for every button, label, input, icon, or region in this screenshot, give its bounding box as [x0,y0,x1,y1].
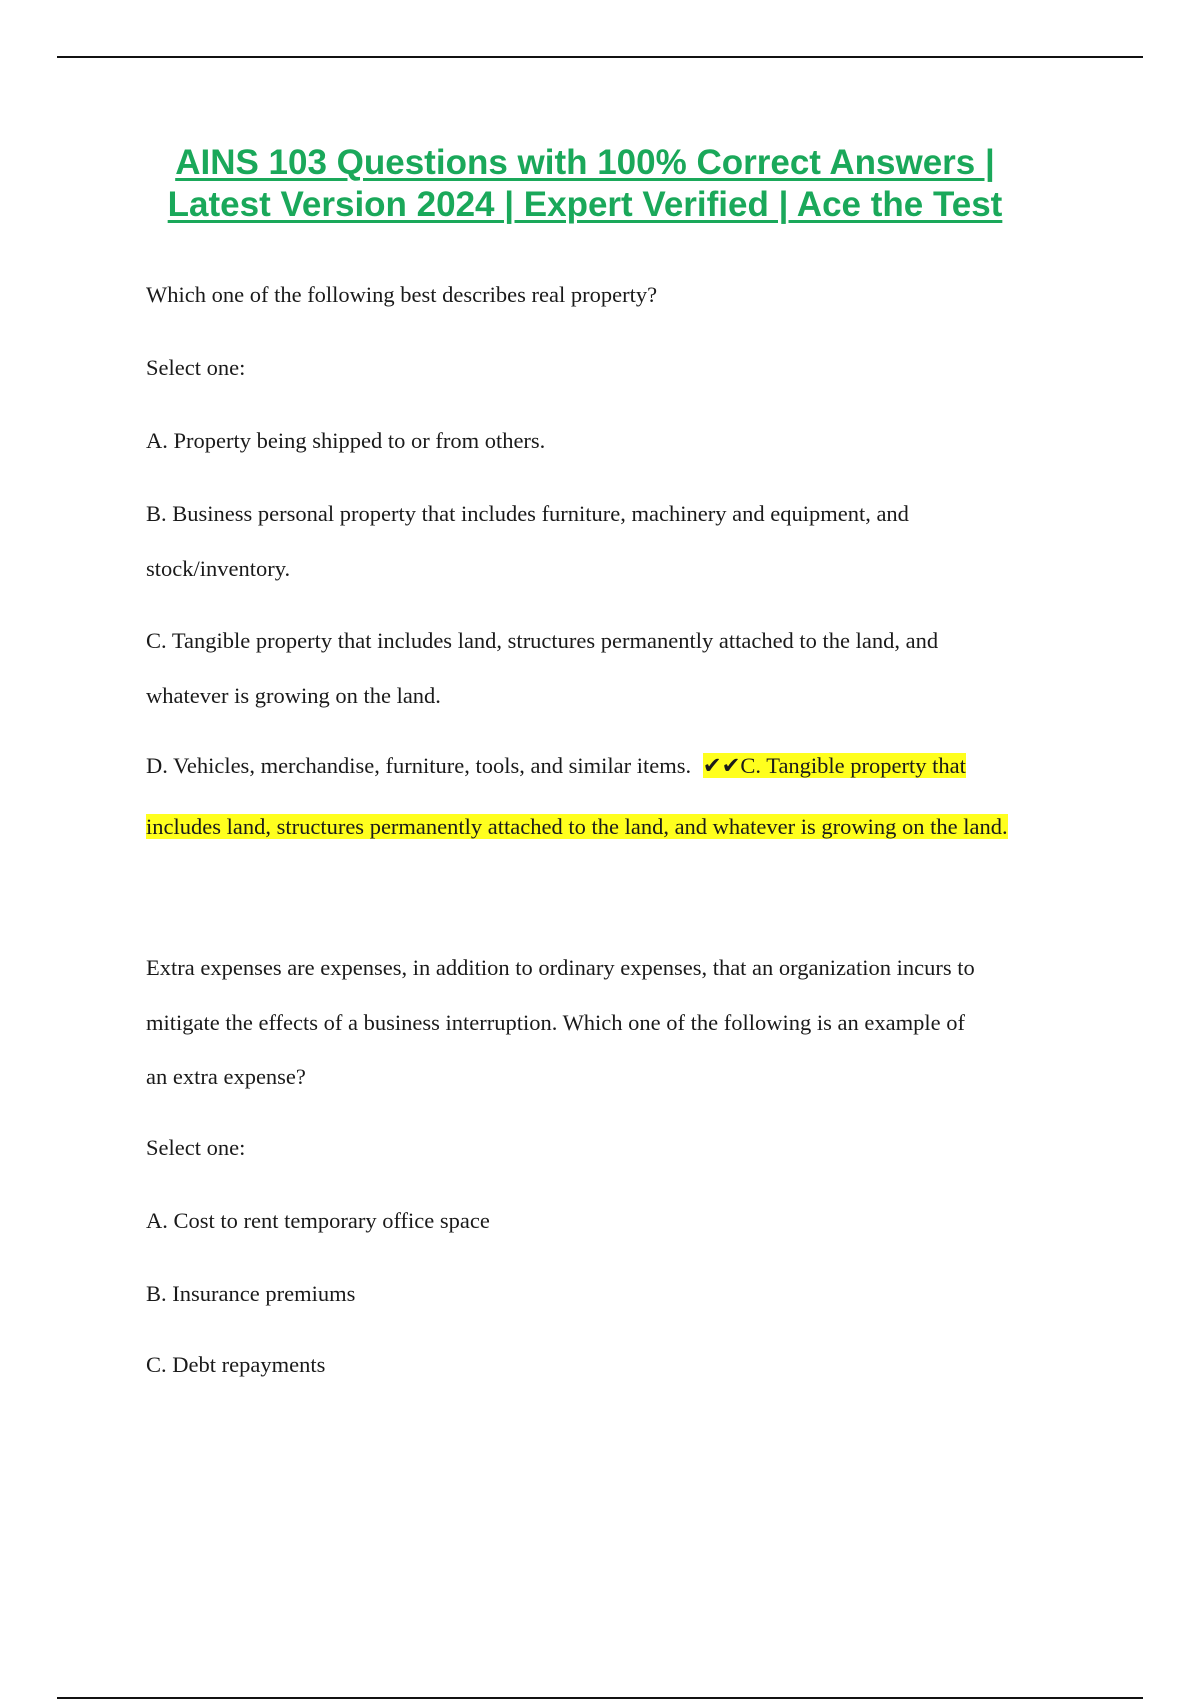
question-1-prompt: Which one of the following best describes real property? [146,282,658,307]
question-1-option-b-line-1: B. Business personal property that includes furniture, machinery and equipment, and [146,501,909,526]
question-1-option-d-row [146,751,966,781]
question-2-option-a: A. Cost to rent temporary office space [146,1208,490,1233]
question-1-option-a: A. Property being shipped to or from others. [146,428,546,453]
question-1-option-d: D. Vehicles, merchandise, furniture, tools, and similar items. [146,753,692,778]
bottom-rule [57,1697,1143,1699]
question-1-answer-line-2: includes land, structures permanently attached to the land, and whatever is growing on the land. [146,814,1008,839]
question-1-select-label: Select one: [146,355,246,380]
question-2-prompt-line-1: Extra expenses are expenses, in addition to ordinary expenses, that an organization incurs to [146,955,975,980]
question-2-option-b: B. Insurance premiums [146,1281,356,1306]
question-1-answer-line-1: ✔✔C. Tangible property that [702,753,966,778]
document-title [0,142,1170,226]
question-1-option-b-line-2: stock/inventory. [146,556,291,581]
title-line-1: AINS 103 Questions with 100% Correct Answers | [175,143,995,182]
question-2-option-c: C. Debt repayments [146,1352,326,1377]
title-line-2: Latest Version 2024 | Expert Verified | Ace the Test [167,185,1003,224]
question-1-option-c-line-1: C. Tangible property that includes land, structures permanently attached to the land, and [146,628,939,653]
question-1-option-c-line-2: whatever is growing on the land. [146,683,441,708]
question-2-prompt-line-3: an extra expense? [146,1064,306,1089]
question-1-answer-line-2-row [146,812,1008,842]
question-2-select-label: Select one: [146,1135,246,1160]
top-rule [57,56,1143,58]
question-2-prompt-line-2: mitigate the effects of a business interruption. Which one of the following is an example of [146,1010,965,1035]
